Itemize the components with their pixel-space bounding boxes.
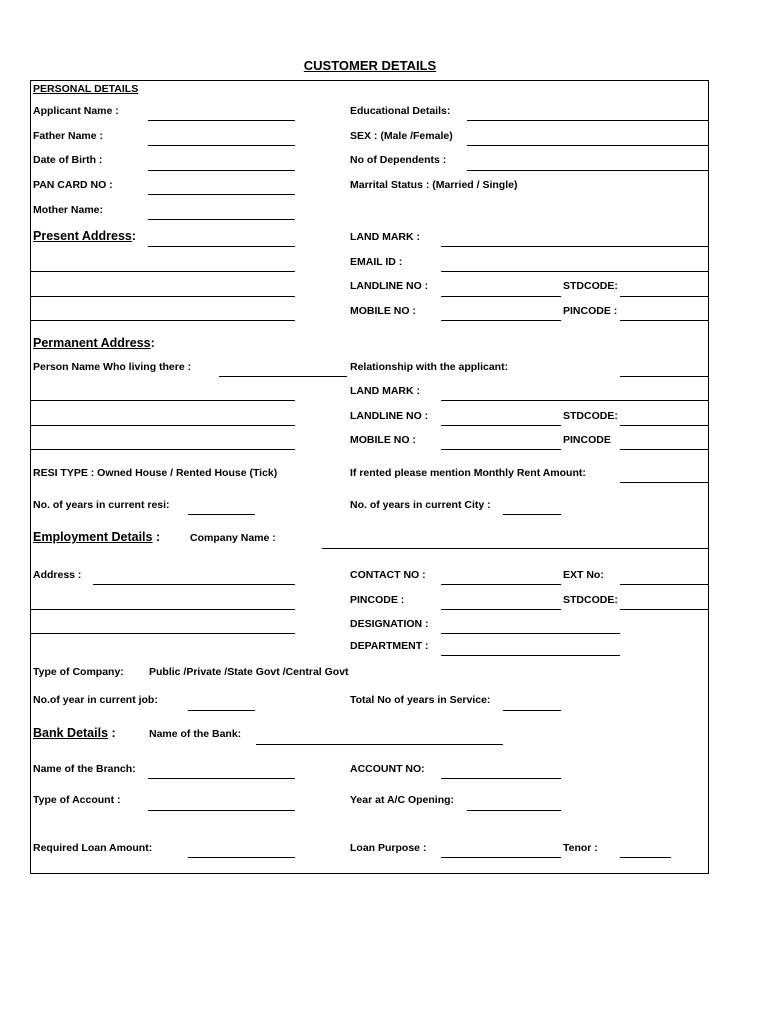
employment-stdcode-field[interactable]	[620, 609, 709, 610]
years-resi-field[interactable]	[188, 514, 255, 515]
ext-field[interactable]	[620, 584, 709, 585]
permanent-pincode-label: PINCODE	[563, 434, 611, 446]
present-address-line-4[interactable]	[30, 320, 295, 321]
present-address-line-3[interactable]	[30, 296, 295, 297]
years-city-label: No. of years in current City :	[350, 499, 491, 511]
email-field[interactable]	[441, 271, 709, 272]
pan-label: PAN CARD NO :	[33, 179, 113, 191]
permanent-address-line-2[interactable]	[30, 425, 295, 426]
present-stdcode-label: STDCODE:	[563, 280, 618, 292]
present-address-line-1[interactable]	[148, 246, 295, 247]
permanent-mobile-field[interactable]	[441, 449, 561, 450]
department-field[interactable]	[441, 655, 620, 656]
years-job-field[interactable]	[188, 710, 255, 711]
bank-heading-text: Bank Details	[33, 726, 109, 740]
applicant-name-field[interactable]	[148, 120, 295, 121]
email-label: EMAIL ID :	[350, 256, 403, 268]
ext-label: EXT No:	[563, 569, 604, 581]
present-address-heading	[33, 229, 136, 243]
present-address-heading-colon: :	[131, 229, 137, 243]
pan-field[interactable]	[148, 194, 295, 195]
tenor-label: Tenor :	[563, 842, 598, 854]
education-field[interactable]	[467, 120, 709, 121]
employment-address-line-2[interactable]	[30, 609, 295, 610]
loan-purpose-field[interactable]	[441, 857, 561, 858]
years-job-label: No.of year in current job:	[33, 694, 158, 706]
father-name-field[interactable]	[148, 145, 295, 146]
department-label: DEPARTMENT :	[350, 640, 429, 652]
permanent-address-line-1[interactable]	[30, 400, 295, 401]
permanent-stdcode-label: STDCODE:	[563, 410, 618, 422]
employment-heading	[33, 530, 160, 544]
rent-field[interactable]	[620, 482, 709, 483]
bank-heading-colon: :	[108, 726, 116, 740]
present-landline-label: LANDLINE NO :	[350, 280, 429, 292]
bank-name-field[interactable]	[256, 744, 503, 745]
present-landmark-field[interactable]	[441, 246, 709, 247]
bank-heading	[33, 726, 116, 740]
father-name-label: Father Name :	[33, 130, 104, 142]
account-no-field[interactable]	[441, 778, 561, 779]
permanent-landline-field[interactable]	[441, 425, 561, 426]
present-pincode-label: PINCODE :	[563, 305, 618, 317]
sex-label: SEX : (Male /Female)	[350, 130, 453, 142]
sex-field[interactable]	[467, 145, 709, 146]
branch-label: Name of the Branch:	[33, 763, 136, 775]
branch-field[interactable]	[148, 778, 295, 779]
personal-details-heading: PERSONAL DETAILS	[33, 83, 139, 95]
mother-name-field[interactable]	[148, 219, 295, 220]
contact-field[interactable]	[441, 584, 561, 585]
account-no-label: ACCOUNT NO:	[350, 763, 425, 775]
years-resi-label: No. of years in current resi:	[33, 499, 170, 511]
dob-label: Date of Birth :	[33, 154, 103, 166]
dob-field[interactable]	[148, 170, 295, 171]
designation-field[interactable]	[441, 633, 620, 634]
tenor-field[interactable]	[620, 857, 671, 858]
present-stdcode-field[interactable]	[620, 296, 709, 297]
dependents-label: No of Dependents :	[350, 154, 447, 166]
account-type-field[interactable]	[148, 810, 295, 811]
person-living-field[interactable]	[219, 376, 347, 377]
present-mobile-field[interactable]	[441, 320, 561, 321]
present-landmark-label: LAND MARK :	[350, 231, 420, 243]
resi-type-label: RESI TYPE : Owned House / Rented House (Tick)	[33, 467, 278, 479]
form-title: CUSTOMER DETAILS	[303, 58, 437, 73]
years-city-field[interactable]	[503, 514, 561, 515]
company-type-options[interactable]: Public /Private /State Govt /Central Govt	[149, 666, 349, 678]
present-landline-field[interactable]	[441, 296, 561, 297]
permanent-landmark-label: LAND MARK :	[350, 385, 420, 397]
loan-purpose-label: Loan Purpose :	[350, 842, 427, 854]
rent-label: If rented please mention Monthly Rent Amount:	[350, 467, 586, 479]
employment-pincode-label: PINCODE :	[350, 594, 405, 606]
loan-amount-label: Required Loan Amount:	[33, 842, 153, 854]
loan-amount-field[interactable]	[188, 857, 295, 858]
account-type-label: Type of Account :	[33, 794, 121, 806]
employment-heading-colon: :	[152, 530, 161, 544]
present-pincode-field[interactable]	[620, 320, 709, 321]
person-living-label: Person Name Who living there :	[33, 361, 192, 373]
relationship-label: Relationship with the applicant:	[350, 361, 509, 373]
employment-stdcode-label: STDCODE:	[563, 594, 618, 606]
employment-heading-text: Employment Details	[33, 530, 153, 544]
permanent-landline-label: LANDLINE NO :	[350, 410, 429, 422]
present-mobile-label: MOBILE NO :	[350, 305, 416, 317]
employment-address-label: Address :	[33, 569, 82, 581]
relationship-field[interactable]	[620, 376, 709, 377]
employment-address-line-1[interactable]	[93, 584, 295, 585]
year-opening-label: Year at A/C Opening:	[350, 794, 455, 806]
permanent-address-heading	[33, 336, 155, 350]
permanent-address-heading-colon: :	[150, 336, 155, 350]
company-name-label: Company Name :	[190, 532, 276, 544]
designation-label: DESIGNATION :	[350, 618, 429, 630]
permanent-stdcode-field[interactable]	[620, 425, 709, 426]
dependents-field[interactable]	[467, 170, 709, 171]
company-type-label: Type of Company:	[33, 666, 124, 678]
employment-pincode-field[interactable]	[441, 609, 561, 610]
permanent-address-line-3[interactable]	[30, 449, 295, 450]
present-address-heading-text: Present Address	[33, 229, 132, 243]
employment-address-line-3[interactable]	[30, 633, 295, 634]
years-service-label: Total No of years in Service:	[350, 694, 491, 706]
years-service-field[interactable]	[503, 710, 561, 711]
year-opening-field[interactable]	[467, 810, 561, 811]
permanent-pincode-field[interactable]	[620, 449, 709, 450]
permanent-landmark-field[interactable]	[441, 400, 709, 401]
applicant-name-label: Applicant Name :	[33, 105, 119, 117]
marital-label: Marrital Status : (Married / Single)	[350, 179, 518, 191]
contact-label: CONTACT NO :	[350, 569, 426, 581]
bank-name-label: Name of the Bank:	[149, 728, 242, 740]
permanent-address-heading-text: Permanent Address	[33, 336, 151, 350]
permanent-mobile-label: MOBILE NO :	[350, 434, 416, 446]
education-label: Educational Details:	[350, 105, 451, 117]
present-address-line-2[interactable]	[30, 271, 295, 272]
mother-name-label: Mother Name:	[33, 204, 104, 216]
company-name-field[interactable]	[322, 548, 709, 549]
